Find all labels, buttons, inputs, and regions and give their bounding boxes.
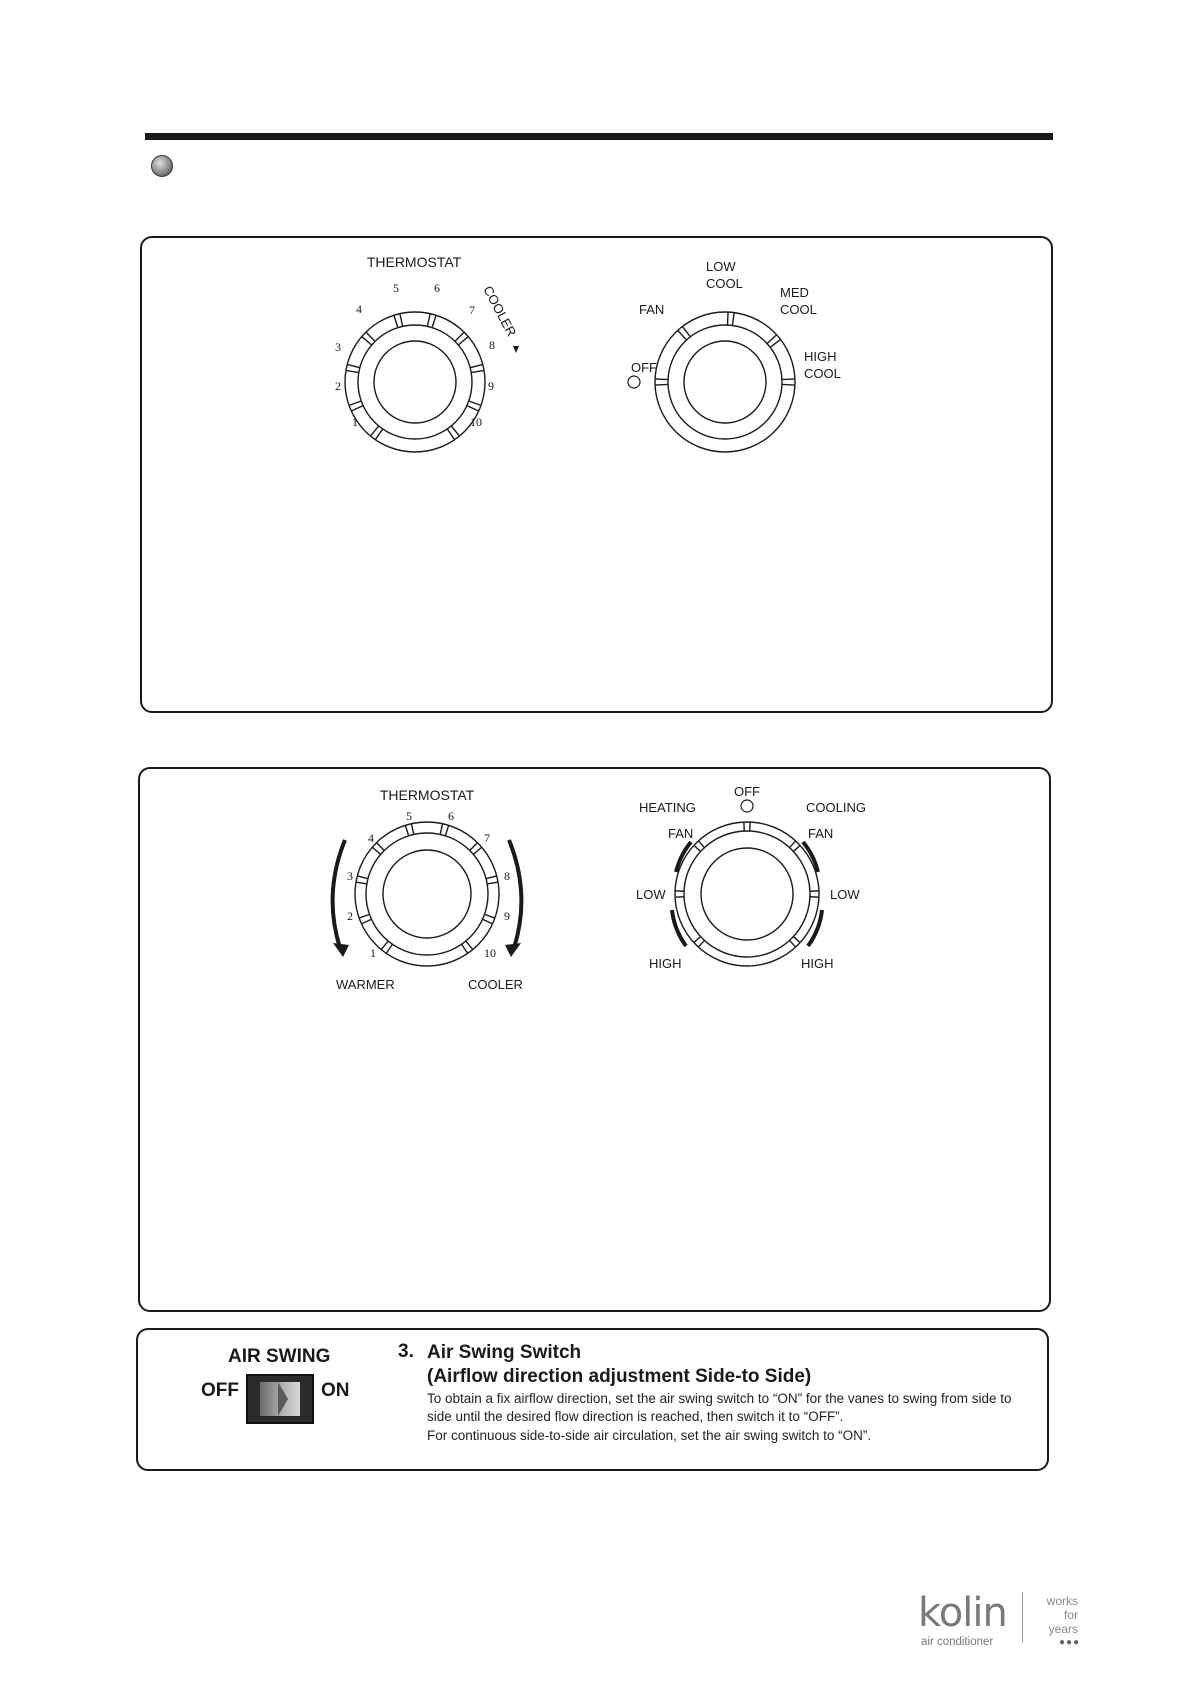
dial-tick — [370, 426, 378, 436]
thermostat-number: 5 — [393, 281, 399, 295]
bullet-dot-icon — [151, 155, 173, 177]
dial-inner-ring — [358, 325, 472, 439]
thermostat-title: THERMOSTAT — [379, 787, 475, 803]
dial-inner-ring — [366, 833, 488, 955]
mode-off-label: OFF — [631, 360, 657, 375]
dial-knob[interactable] — [383, 850, 471, 938]
heating-fan-label: FAN — [668, 826, 694, 841]
dial-tick — [694, 937, 701, 943]
warmer-arrow-icon — [333, 840, 345, 948]
mode-med-cool-label: COOL — [780, 302, 817, 317]
thermostat-number: 7 — [484, 831, 490, 845]
dial-tick — [485, 914, 495, 918]
heating-fan-arc — [676, 842, 691, 872]
dial-knob[interactable] — [701, 848, 793, 940]
cooler-direction-label: COOLER — [480, 283, 520, 339]
tagline-word: works — [1046, 1594, 1078, 1608]
cooler-arrow-icon — [509, 840, 521, 948]
dial-tick — [377, 843, 385, 851]
thermostat-number: 1 — [370, 946, 376, 960]
dial-tick — [351, 406, 363, 411]
dial-tick — [790, 841, 796, 848]
dial-tick — [487, 882, 498, 884]
dial-tick — [381, 941, 388, 949]
dial-tick — [790, 940, 796, 947]
dial-tick — [347, 364, 360, 367]
dial-tick — [394, 315, 398, 327]
dial-tick — [455, 332, 464, 341]
air-swing-on-label: ON — [321, 1380, 350, 1401]
air-swing-instruction-1: To obtain a fix airflow direction, set the air swing switch to “ON” for the vanes to swing from side to side until the desired flow direction is reached, then switch it to “OFF”. — [427, 1391, 1012, 1424]
dial-tick — [411, 824, 413, 835]
mode-dial-1[interactable] — [608, 250, 868, 450]
logo-divider — [1022, 1592, 1023, 1642]
thermostat-number: 10 — [470, 415, 482, 429]
dial-tick — [698, 841, 704, 848]
cooling-label: COOLING — [806, 800, 866, 815]
dial-tick — [366, 332, 375, 341]
panel-heat-cool-controls — [138, 767, 1051, 1312]
dial-tick — [483, 919, 493, 924]
dial-tick — [375, 429, 382, 440]
thermostat-number: 9 — [504, 909, 510, 923]
mode-fan-label: FAN — [639, 302, 665, 317]
dial-inner-ring — [684, 831, 810, 957]
section-title — [427, 1341, 811, 1389]
dial-tick — [678, 330, 687, 340]
dial-tick — [470, 843, 478, 851]
dial-tick — [655, 379, 668, 380]
warmer-label: WARMER — [336, 977, 395, 992]
heating-low-label: LOW — [636, 887, 666, 902]
dial-tick — [359, 914, 369, 918]
thermostat-number: 6 — [448, 809, 454, 823]
air-swing-instruction-2: For continuous side-to-side air circulation, set the air swing switch to “ON”. — [427, 1428, 872, 1443]
cooling-high-label: HIGH — [801, 956, 834, 971]
dial-tick — [698, 940, 704, 947]
thermostat-dial-1[interactable] — [320, 250, 530, 450]
dial-tick — [770, 339, 780, 347]
dial-tick — [372, 847, 380, 854]
off-indicator-icon — [628, 376, 640, 388]
tagline-word: years — [1048, 1622, 1078, 1636]
dial-tick — [357, 876, 368, 879]
dial-tick — [486, 876, 497, 879]
dial-tick — [386, 944, 392, 953]
tagline-word: for — [1063, 1608, 1078, 1622]
thermostat-number: 2 — [335, 379, 341, 393]
dial-outer-ring — [655, 312, 795, 452]
cooling-fan-label: FAN — [808, 826, 834, 841]
section-title-line2: (Airflow direction adjustment Side-to Side) — [427, 1366, 812, 1387]
air-swing-label: AIR SWING — [228, 1346, 331, 1367]
dial-tick — [467, 406, 479, 411]
thermostat-number: 6 — [434, 281, 440, 295]
dial-tick — [440, 824, 442, 835]
thermostat-number: 8 — [489, 338, 495, 352]
dial-tick — [451, 426, 459, 436]
kolin-logo — [918, 1590, 1007, 1648]
thermostat-number: 3 — [335, 340, 341, 354]
mode-high-cool-label: HIGH — [804, 349, 837, 364]
off-indicator-icon — [741, 800, 753, 812]
heating-label: HEATING — [639, 800, 696, 815]
dial-tick — [349, 401, 361, 405]
cooler-arrow-icon — [513, 346, 519, 353]
dial-tick — [655, 384, 668, 385]
section-title-line1: Air Swing Switch — [427, 1342, 582, 1363]
section-number: 3. — [398, 1341, 414, 1362]
thermostat-number: 1 — [352, 415, 358, 429]
dial-tick — [362, 337, 372, 345]
dial-tick — [732, 313, 734, 326]
air-swing-rocker-switch[interactable] — [246, 1374, 314, 1424]
rocker-shade — [278, 1382, 288, 1416]
tagline-dots: ●●● — [1059, 1637, 1081, 1648]
panel-cool-only-controls — [140, 236, 1053, 713]
cooling-fan-arc — [803, 842, 818, 872]
dial-tick — [793, 937, 800, 943]
mode-low-cool-label: COOL — [706, 276, 743, 291]
dial-tick — [346, 370, 359, 372]
dial-tick — [782, 379, 795, 380]
dial-tick — [469, 401, 481, 405]
thermostat-number: 10 — [484, 946, 496, 960]
dial-tick — [462, 944, 468, 953]
dial-tick — [356, 882, 367, 884]
thermostat-dial-2[interactable] — [320, 780, 550, 1000]
mode-off-label: OFF — [734, 784, 760, 799]
dial-tick — [727, 312, 728, 325]
cooling-low-label: LOW — [830, 887, 860, 902]
dial-tick — [432, 315, 436, 327]
thermostat-number: 2 — [347, 909, 353, 923]
mode-dial-2[interactable] — [620, 780, 890, 980]
air-swing-off-label: OFF — [201, 1380, 239, 1401]
heating-high-label: HIGH — [649, 956, 682, 971]
dial-tick — [447, 429, 454, 440]
dial-tick — [782, 384, 795, 385]
thermostat-title: THERMOSTAT — [366, 254, 462, 270]
cooler-arrowhead-icon — [505, 943, 521, 957]
thermostat-number: 8 — [504, 869, 510, 883]
dial-tick — [405, 825, 408, 835]
dial-knob[interactable] — [374, 341, 456, 423]
dial-tick — [694, 845, 701, 851]
dial-tick — [682, 326, 690, 336]
thermostat-number: 5 — [406, 809, 412, 823]
dial-tick — [400, 314, 403, 327]
top-rule — [145, 133, 1053, 140]
logo-brand: kolin — [918, 1590, 1007, 1636]
thermostat-number: 4 — [356, 302, 362, 316]
thermostat-number: 3 — [347, 869, 353, 883]
dial-inner-ring — [668, 325, 782, 439]
dial-tick — [458, 337, 468, 345]
thermostat-number: 9 — [488, 379, 494, 393]
cooler-label: COOLER — [468, 977, 523, 992]
dial-knob[interactable] — [684, 341, 766, 423]
dial-tick — [471, 370, 484, 372]
dial-tick — [767, 335, 777, 344]
dial-tick — [473, 847, 481, 854]
thermostat-number: 7 — [469, 303, 475, 317]
dial-tick — [427, 314, 430, 327]
dial-tick — [466, 941, 473, 949]
dial-tick — [793, 845, 800, 851]
dial-outer-ring — [675, 822, 819, 966]
mode-low-cool-label: LOW — [706, 259, 736, 274]
logo-tagline — [1030, 1594, 1078, 1636]
dial-tick — [361, 919, 371, 924]
dial-tick — [470, 364, 483, 367]
logo-subtitle: air conditioner — [921, 1636, 994, 1648]
mode-high-cool-label: COOL — [804, 366, 841, 381]
mode-med-cool-label: MED — [780, 285, 809, 300]
thermostat-number: 4 — [368, 831, 374, 845]
warmer-arrowhead-icon — [333, 943, 349, 957]
dial-tick — [445, 825, 448, 835]
